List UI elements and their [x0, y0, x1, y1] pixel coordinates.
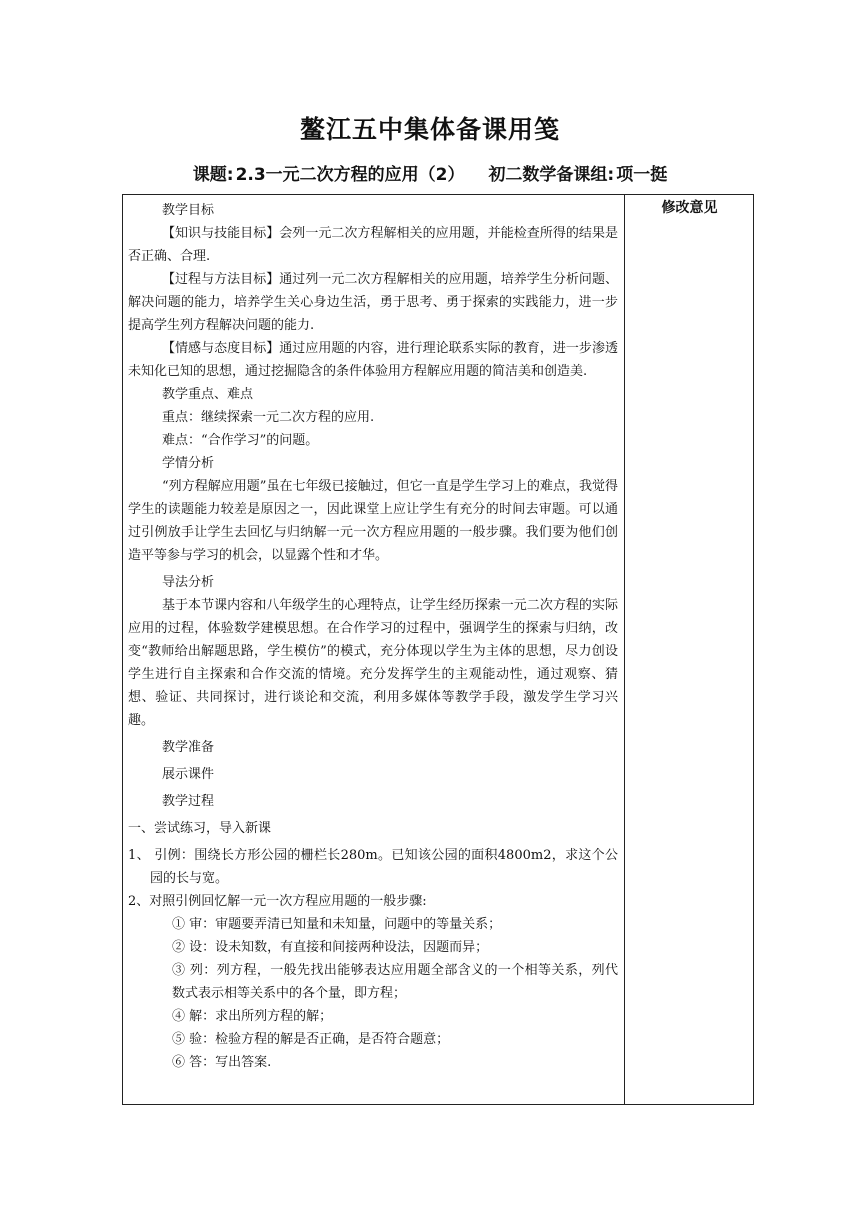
method-text: 基于本节课内容和八年级学生的心理特点，让学生经历探索一元二次方程的实际应用的过程，体验数学建模思想。在合作学习的过程中，强调学生的探索与归纳，改变“教师给出解题思路，学生模仿”的模式，充分体现以学生为主体的思想，尽力创设学生进行自主探索和合作交流的情境。充分发挥学生的主观能动性，通过观察、猜想、验证、共同探讨，进行谈论和交流，利用多媒体等教学手段，激发学生学习兴趣。 — [128, 598, 618, 728]
key-point: 重点：继续探索一元二次方程的应用. — [162, 410, 375, 425]
analysis-text: “列方程解应用题”虽在七年级已接触过，但它一直是学生学习上的难点，我觉得学生的读题能力较差是原因之一，因此课堂上应让学生有充分的时间去审题。可以通过引例放手让学生去回忆与归纳解一元一次方程应用题的一般步骤。我们要为他们创造平等参与学习的机会，以显露个性和才华。 — [128, 479, 618, 563]
analysis-heading: 学情分析 — [162, 456, 215, 471]
step-item: ② 设：设未知数，有直接和间接两种设法，因题而异； — [172, 940, 489, 955]
prep-heading: 教学准备 — [162, 740, 215, 755]
step-item: ⑤ 验：检验方程的解是否正确，是否符合题意； — [172, 1032, 450, 1047]
lesson-subtitle — [0, 160, 860, 185]
topic-label: 课题: — [192, 165, 234, 185]
step-item: ③ 列：列方程，一般先找出能够表达应用题全部含义的一个相等关系，列代数式表示相等关系中的各个量，即方程； — [172, 963, 618, 1001]
goal-knowledge: 【知识与技能目标】会列一元二次方程解相关的应用题，并能检查所得的结果是否正确、合理. — [128, 226, 618, 264]
page-title: 鳌江五中集体备课用笺 — [299, 115, 560, 144]
section-heading: 一、尝试练习，导入新课 — [128, 821, 272, 836]
teacher-name: 项一挺 — [616, 165, 668, 185]
goal-process: 【过程与方法目标】通过列一元二次方程解相关的应用题，培养学生分析问题、解决问题的能力，培养学生关心身边生活，勇于思考、勇于探索的实践能力，进一步提高学生列方程解决问题的能力. — [128, 272, 618, 333]
step-item: ④ 解：求出所列方程的解； — [172, 1009, 333, 1024]
lesson-content — [128, 199, 618, 1074]
group-label: 初二数学备课组: — [488, 165, 615, 185]
prep-text: 展示课件 — [162, 767, 215, 782]
column-divider — [624, 195, 625, 1104]
lesson-topic: 2.3一元二次方程的应用（2） — [235, 165, 465, 185]
difficult-point: 难点：“合作学习”的问题。 — [162, 433, 319, 448]
goals-heading: 教学目标 — [162, 203, 215, 218]
process-heading: 教学过程 — [162, 794, 215, 809]
step-item: ⑥ 答：写出答案. — [172, 1055, 272, 1070]
lesson-plan-table — [122, 194, 754, 1105]
revision-notes-header: 修改意见 — [661, 200, 718, 216]
key-heading: 教学重点、难点 — [162, 387, 254, 402]
goal-attitude: 【情感与态度目标】通过应用题的内容，进行理论联系实际的教育，进一步渗透未知化已知的思想，通过挖掘隐含的条件体验用方程解应用题的简洁美和创造美. — [128, 341, 618, 379]
step-item: ① 审：审题要弄清已知量和未知量，问题中的等量关系； — [172, 917, 502, 932]
list-item: 1、 引例：围绕长方形公园的栅栏长280m。已知该公园的面积4800m2，求这个公园的长与宽。 — [128, 848, 618, 886]
method-heading: 导法分析 — [162, 575, 215, 590]
list-item: 2、对照引例回忆解一元一次方程应用题的一般步骤: — [128, 894, 427, 909]
